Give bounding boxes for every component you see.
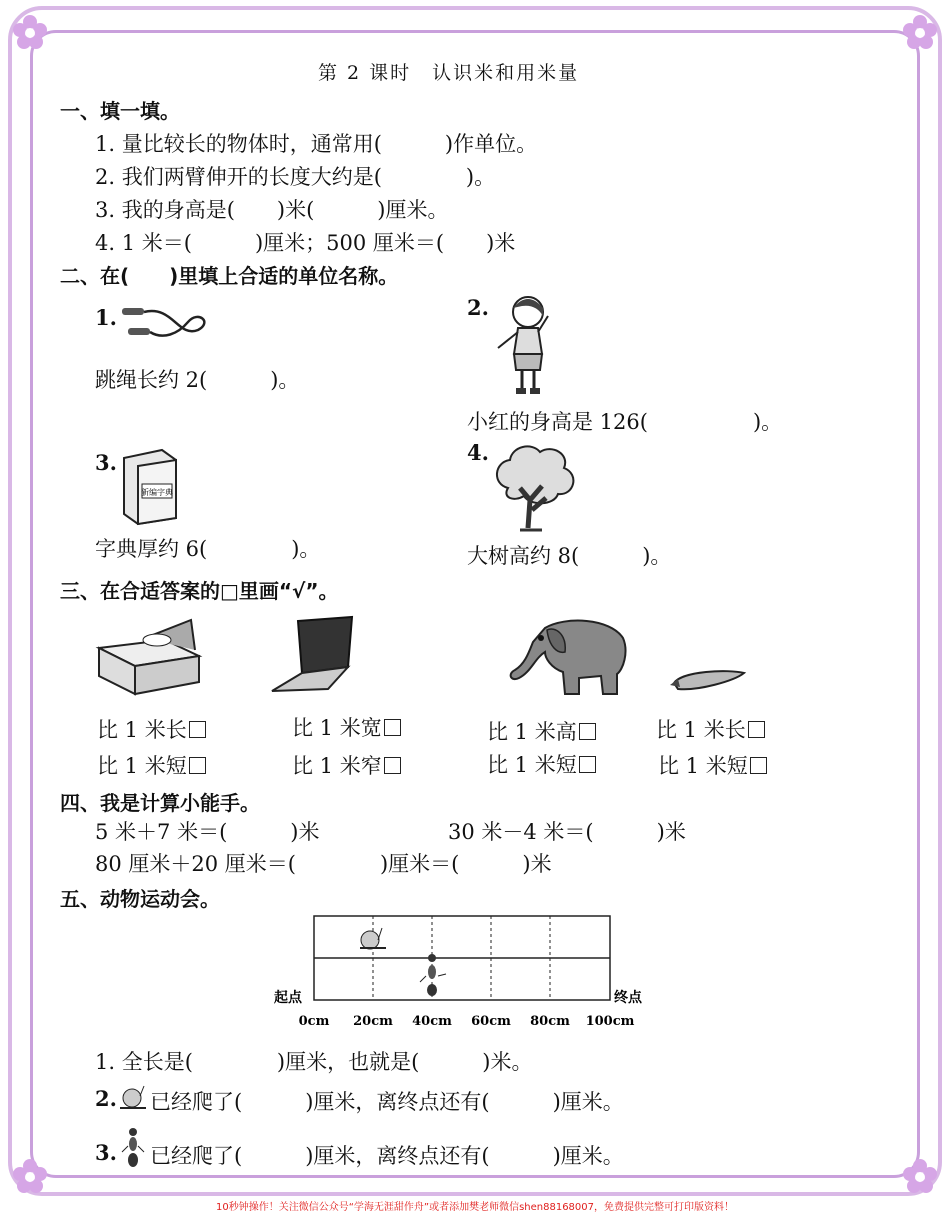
dictionary-label: 新编字典 <box>141 488 173 497</box>
girl-image <box>492 290 562 398</box>
snail-icon <box>360 928 386 949</box>
question-5-1: 1. 全长是( )厘米，也就是( )米。 <box>95 1050 533 1074</box>
tick-label-20: 20cm <box>353 1014 393 1029</box>
dictionary-image <box>118 448 182 526</box>
question-1-4: 4. 1 米＝( )厘米；500 厘米＝( )米 <box>95 231 516 255</box>
option-cucumber-short[interactable]: 比 1 米短 <box>658 750 767 780</box>
checkbox-square[interactable] <box>748 721 765 738</box>
checkbox-square[interactable] <box>750 757 767 774</box>
flower-icon <box>10 1156 50 1196</box>
snail-icon <box>118 1082 148 1114</box>
item-2-3-number: 3. <box>95 450 117 475</box>
jump-rope-image <box>118 300 213 350</box>
question-5-2-number: 2. <box>95 1086 117 1111</box>
question-1-3: 3. 我的身高是( )米( )厘米。 <box>95 198 449 222</box>
calc-1: 5 米＋7 米＝( )米 <box>95 820 320 844</box>
calc-2: 30 米－4 米＝( )米 <box>448 820 686 844</box>
tree-image <box>490 440 580 532</box>
checkbox-square[interactable] <box>189 721 206 738</box>
section-2-heading: 二、在( )里填上合适的单位名称。 <box>60 264 399 288</box>
footer-note: 10秒钟操作！关注微信公众号“学海无涯甜作舟”或者添加樊老师微信shen88168007，免费提供完整可打印版资料！ <box>215 1202 735 1213</box>
elephant-image <box>505 608 630 700</box>
laptop-image <box>268 615 358 695</box>
tick-label-80: 80cm <box>530 1014 570 1029</box>
checkbox-square[interactable] <box>579 723 596 740</box>
cucumber-image <box>668 665 748 693</box>
option-bed-short[interactable]: 比 1 米短 <box>97 750 206 780</box>
section-5-heading: 五、动物运动会。 <box>60 887 220 911</box>
question-5-3: 已经爬了( )厘米，离终点还有( )厘米。 <box>150 1144 624 1168</box>
section-1-heading: 一、填一填。 <box>60 99 180 123</box>
race-track-diagram <box>270 910 660 1035</box>
item-2-3-text: 字典厚约 6( )。 <box>95 537 321 561</box>
option-elephant-tall[interactable]: 比 1 米高 <box>487 716 596 746</box>
tick-label-0: 0cm <box>298 1014 330 1029</box>
tick-label-100: 100cm <box>585 1014 635 1029</box>
item-2-2-number: 2. <box>467 295 489 320</box>
question-5-2: 已经爬了( )厘米，离终点还有( )厘米。 <box>150 1090 624 1114</box>
option-bed-long[interactable]: 比 1 米长 <box>97 714 206 744</box>
calc-3: 80 厘米＋20 厘米＝( )厘米＝( )米 <box>95 852 552 876</box>
page-title: 第 2 课时 认识米和用米量 <box>318 62 580 84</box>
question-5-3-number: 3. <box>95 1140 117 1165</box>
option-elephant-short[interactable]: 比 1 米短 <box>487 749 596 779</box>
tick-label-40: 40cm <box>412 1014 452 1029</box>
item-2-1-text: 跳绳长约 2( )。 <box>95 368 300 392</box>
question-1-1: 1. 量比较长的物体时，通常用( )作单位。 <box>95 132 538 156</box>
flower-icon <box>10 12 50 52</box>
question-1-2: 2. 我们两臂伸开的长度大约是( )。 <box>95 165 496 189</box>
bed-image <box>95 610 205 700</box>
ant-icon <box>120 1126 146 1170</box>
flower-icon <box>900 12 940 52</box>
checkbox-square[interactable] <box>384 757 401 774</box>
section-4-heading: 四、我是计算小能手。 <box>60 791 260 815</box>
section-3-heading: 三、在合适答案的□里画“√”。 <box>60 579 339 603</box>
checkbox-square[interactable] <box>189 757 206 774</box>
option-cucumber-long[interactable]: 比 1 米长 <box>656 714 765 744</box>
start-label: 起点 <box>274 990 302 1006</box>
finish-label: 终点 <box>614 990 642 1006</box>
item-2-4-text: 大树高约 8( )。 <box>467 544 672 568</box>
item-2-1-number: 1. <box>95 305 117 330</box>
flower-icon <box>900 1156 940 1196</box>
option-laptop-narrow[interactable]: 比 1 米窄 <box>292 750 401 780</box>
tick-label-60: 60cm <box>471 1014 511 1029</box>
option-laptop-wide[interactable]: 比 1 米宽 <box>292 712 401 742</box>
item-2-2-text: 小红的身高是 126( )。 <box>467 410 783 434</box>
ant-icon <box>420 954 446 996</box>
item-2-4-number: 4. <box>467 440 489 465</box>
checkbox-square[interactable] <box>384 719 401 736</box>
checkbox-square[interactable] <box>579 756 596 773</box>
